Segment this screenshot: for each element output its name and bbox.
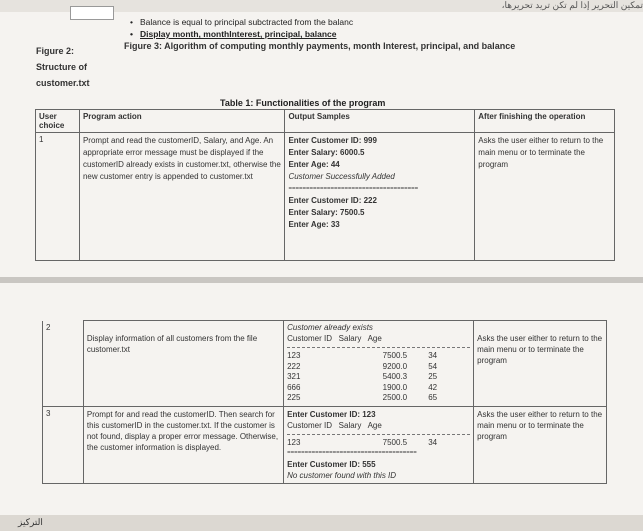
functionalities-table: [35, 109, 615, 261]
header-output: Output Samples: [285, 110, 475, 133]
cell-output: [284, 321, 474, 407]
focus-mode-button[interactable]: التركيز: [18, 517, 43, 527]
figure2-caption: [36, 43, 126, 91]
record-id: 321: [287, 372, 301, 381]
cell-choice: 1: [36, 133, 80, 261]
output-line: Enter Customer ID: 555: [287, 460, 376, 469]
output-line: Customer Successfully Added: [288, 172, 395, 181]
status-bar: [0, 515, 643, 531]
header-choice: User choice: [36, 110, 80, 133]
record-age: 65: [428, 393, 438, 402]
record-age: 42: [428, 382, 438, 392]
output-line: Enter Age: 44: [288, 160, 340, 169]
cell-after: Asks the user either to return to the main menu or to terminate the program: [474, 321, 607, 407]
output-line: Customer already exists: [287, 323, 373, 332]
record-id: 123: [287, 437, 301, 447]
separator-line: [287, 434, 470, 435]
record-row: [287, 383, 470, 394]
record-salary: 7500.5: [382, 351, 408, 360]
figure2-line: Figure 2:: [36, 46, 75, 56]
output-line: Enter Customer ID: 222: [288, 196, 377, 205]
cell-action: Prompt and read the customerID, Salary, and Age. An appropriate error message must be displayed if the customerID already exists in customer.txt, otherwise the new customer entry is appended to customer.txt: [79, 133, 285, 261]
table-row: [36, 133, 615, 261]
table-header-row: [36, 110, 615, 133]
record-age: 54: [428, 361, 438, 371]
record-id: 222: [287, 361, 301, 371]
cell-after: Asks the user either to return to the main menu or to terminate the program: [474, 406, 607, 484]
record-row: [287, 351, 470, 362]
cell-choice: 3: [43, 406, 84, 484]
cell-action: Display information of all customers from the file customer.txt: [83, 321, 283, 407]
output-line: Enter Salary: 6000.5: [288, 148, 365, 157]
separator-line: [287, 347, 470, 348]
record-age: 25: [428, 372, 438, 381]
header-after: After finishing the operation: [475, 110, 615, 133]
figure2-line: Structure of: [36, 62, 88, 72]
output-line: Enter Salary: 7500.5: [288, 208, 365, 217]
output-line: No customer found with this ID: [287, 471, 397, 480]
record-salary: 5400.3: [382, 372, 408, 381]
document-page-2: [0, 283, 643, 515]
cell-output: [285, 133, 475, 261]
output-line: Enter Age: 33: [288, 220, 340, 229]
record-salary: 9200.0: [382, 361, 408, 371]
protected-view-text: تمكين التحرير إذا لم تكن تريد تحريرها،: [501, 0, 643, 10]
cell-choice: 2: [43, 321, 84, 407]
record-salary: 7500.5: [382, 437, 408, 447]
table1-caption: Table 1: Functionalities of the program: [220, 98, 386, 108]
table-row: [43, 321, 607, 407]
figure2-line: customer.txt: [36, 78, 90, 88]
figure3-caption: Figure 3: Algorithm of computing monthly payments, month Interest, principal, and balance: [124, 41, 516, 51]
bullet-item: • Display month, monthInterest, principal, balance: [130, 28, 353, 40]
header-box: [70, 6, 114, 20]
columns-line: Customer ID Salary Age: [287, 333, 382, 343]
columns-line: Customer ID Salary Age: [287, 420, 382, 430]
bullet-list: [130, 16, 353, 40]
cell-action: Prompt for and read the customerID. Then search for this customerID in the customer.txt. If the customer is not found, display a proper error message. Otherwise, the customer information is displayed.: [83, 406, 283, 484]
record-row: [287, 393, 470, 404]
separator-line: =====================================: [287, 450, 417, 456]
record-row: [287, 362, 470, 373]
records-list: [287, 351, 470, 404]
record-id: 123: [287, 351, 301, 360]
functionalities-table-continued: [42, 320, 607, 484]
output-line: Enter Customer ID: 999: [288, 136, 377, 145]
record-row: [287, 372, 470, 383]
output-line: Enter Customer ID: 123: [287, 409, 376, 419]
cell-after: Asks the user either to return to the main menu or to terminate the program: [475, 133, 615, 261]
separator-line: =====================================: [288, 186, 419, 192]
record-age: 34: [428, 437, 438, 447]
bullet-item: • Balance is equal to principal subctracted from the balanc: [130, 16, 353, 28]
cell-output: [284, 406, 474, 484]
header-action: Program action: [79, 110, 285, 133]
record-age: 34: [428, 351, 438, 360]
record-salary: 2500.0: [382, 393, 408, 402]
record-salary: 1900.0: [382, 382, 408, 392]
record-id: 666: [287, 382, 301, 392]
record-row: [287, 438, 470, 449]
table-row: [43, 406, 607, 484]
record-id: 225: [287, 393, 301, 402]
